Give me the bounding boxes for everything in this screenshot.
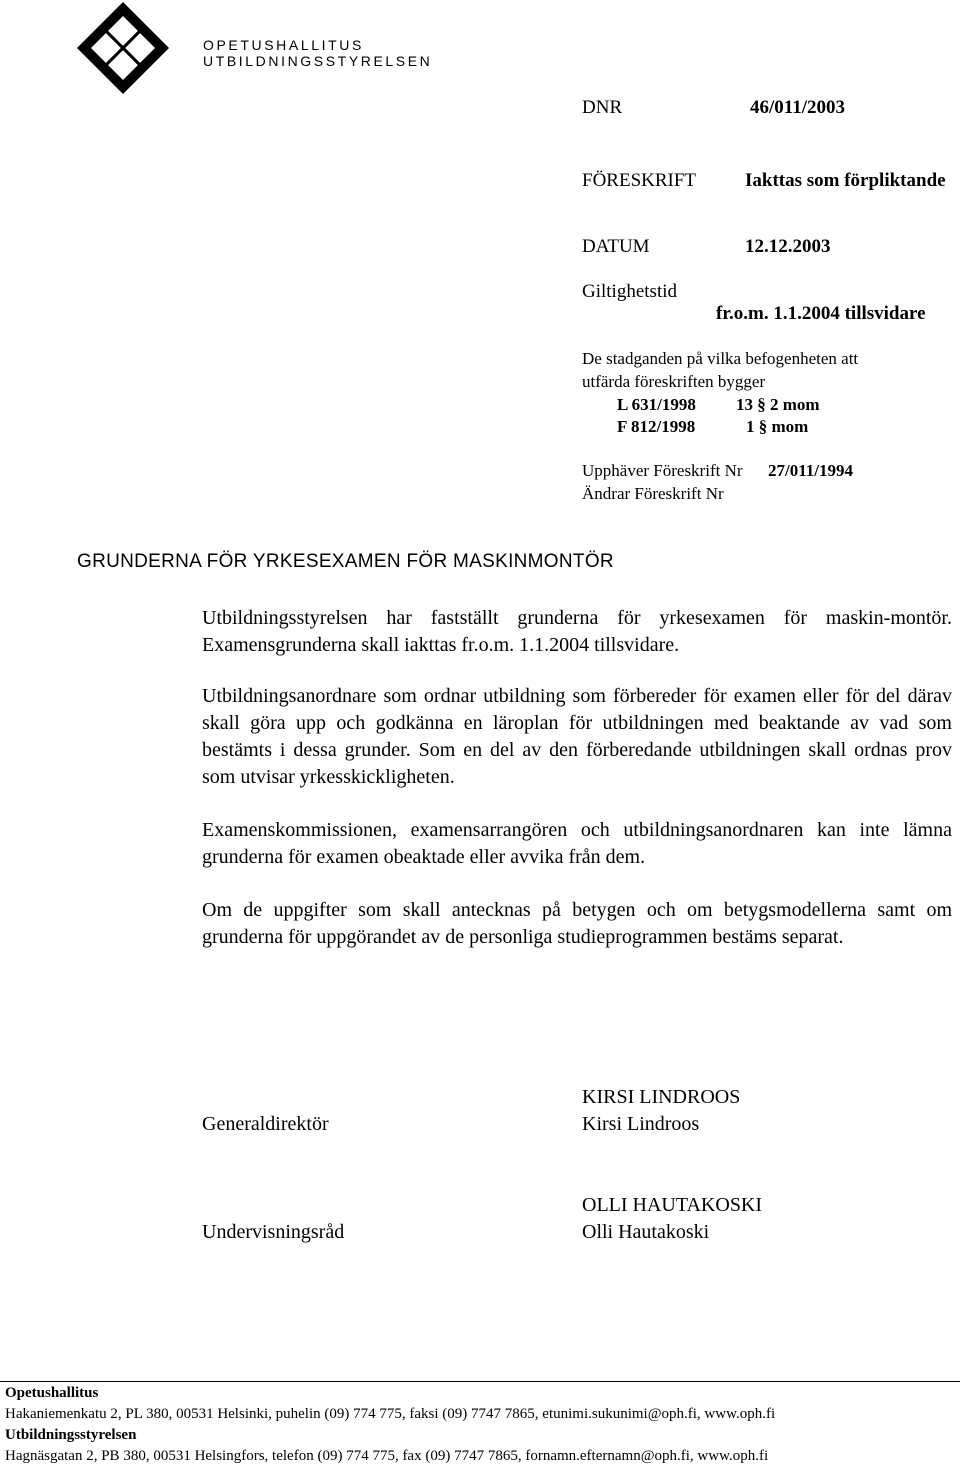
document-type-value: Iakttas som förpliktande — [745, 170, 946, 191]
paragraph-2: Utbildningsanordnare som ordnar utbildning som förbereder för examen eller för del därav skall göra upp och godkänna en läroplan för utbildningen med beaktande av vad som bestämts i dessa grunder. Som en del av den förberedande utbildningen skall ordnas prov som utvisar yrkesskickligheten. — [202, 685, 952, 788]
paragraph-4: Om de uppgifter som skall antecknas på betygen och om betygsmodellerna samt om grunderna för uppgörandet av de personliga studieprogrammen bestäms separat. — [202, 899, 952, 948]
date-label: DATUM — [582, 236, 650, 257]
signatory-2-name-caps: OLLI HAUTAKOSKI — [582, 1194, 763, 1216]
validity-label: Giltighetstid — [582, 281, 677, 302]
document-title: GRUNDERNA FÖR YRKESEXAMEN FÖR MASKINMONTÖR — [77, 551, 614, 572]
footer-address-sv: Hagnäsgatan 2, PB 380, 00531 Helsingfors, telefon (09) 774 775, fax (09) 7747 7865, fornamn.efternamn@oph.fi, www.oph.fi — [5, 1448, 769, 1464]
org-name-sv: UTBILDNINGSSTYRELSEN — [203, 53, 433, 69]
board-logo-icon — [77, 2, 169, 94]
amends-label: Ändrar Föreskrift Nr — [582, 484, 724, 503]
footer-org-sv: Utbildningsstyrelsen — [5, 1427, 137, 1443]
signatory-1-role: Generaldirektör — [202, 1113, 329, 1135]
date-value: 12.12.2003 — [745, 236, 831, 257]
dnr-label: DNR — [582, 97, 623, 118]
signatory-1-name: Kirsi Lindroos — [582, 1113, 700, 1135]
legal-basis-law-2: F 812/1998 — [617, 417, 696, 436]
dnr-value: 46/011/2003 — [750, 97, 846, 118]
paragraph-3: Examenskommissionen, examensarrangören och utbildningsanordnaren kan inte lämna grunderna för examen obeaktade eller avvika från dem. — [202, 819, 952, 868]
validity-value: fr.o.m. 1.1.2004 tillsvidare — [716, 303, 926, 324]
org-name-fi: OPETUSHALLITUS — [203, 37, 364, 53]
footer-org-fi: Opetushallitus — [5, 1385, 99, 1401]
signatory-1-name-caps: KIRSI LINDROOS — [582, 1086, 741, 1108]
signatory-2-role: Undervisningsråd — [202, 1221, 345, 1243]
legal-basis-section-2: 1 § mom — [746, 417, 809, 436]
legal-basis-intro-line1: De stadganden på vilka befogenheten att — [582, 349, 859, 368]
paragraph-1: Utbildningsstyrelsen har fastställt grunderna för yrkesexamen för maskin-montör. Examensgrunderna skall iakttas fr.o.m. 1.1.2004 tillsvidare. — [202, 607, 952, 656]
legal-basis-law-1: L 631/1998 — [617, 395, 696, 414]
footer-divider — [0, 1381, 960, 1382]
repeals-value: 27/011/1994 — [768, 461, 854, 480]
legal-basis-section-1: 13 § 2 mom — [736, 395, 820, 414]
legal-basis-intro-line2: utfärda föreskriften bygger — [582, 372, 766, 391]
document-type-label: FÖRESKRIFT — [582, 170, 697, 191]
footer-address-fi: Hakaniemenkatu 2, PL 380, 00531 Helsinki, puhelin (09) 774 775, faksi (09) 7747 7865, etunimi.sukunimi@oph.fi, www.oph.fi — [5, 1406, 776, 1422]
signatory-2-name: Olli Hautakoski — [582, 1221, 710, 1243]
repeals-label: Upphäver Föreskrift Nr — [582, 461, 743, 480]
